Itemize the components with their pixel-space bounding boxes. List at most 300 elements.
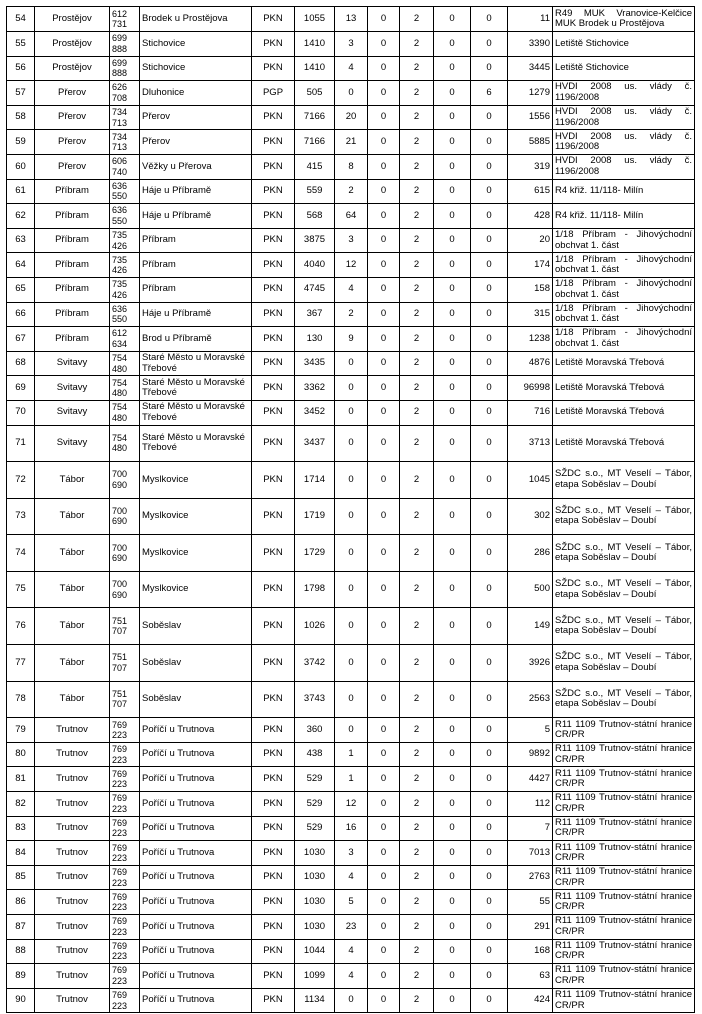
table-row [7, 742, 695, 767]
value-a-cell: 0 [335, 400, 368, 425]
value-c-cell: 2 [400, 742, 434, 767]
value-b-cell: 0 [368, 400, 400, 425]
table-row [7, 462, 695, 499]
cadastral-area-cell: Staré Město u Moravské Třebové [140, 351, 252, 376]
value-a-cell: 0 [335, 425, 368, 462]
value-a-cell: 2 [335, 302, 368, 327]
parcel-table [6, 6, 695, 1013]
value-c-cell: 2 [400, 376, 434, 401]
cadastral-area-cell: Brod u Příbramě [140, 327, 252, 352]
value-b-cell: 0 [368, 351, 400, 376]
value-a-cell: 0 [335, 718, 368, 743]
parcel-number-cell: 1798 [295, 571, 335, 608]
cadastral-code-cell: 636 550 [110, 179, 140, 204]
value-e-cell: 0 [471, 645, 508, 682]
value-d-cell: 0 [434, 154, 471, 179]
parcel-type-cell: PGP [252, 81, 295, 106]
value-c-cell: 2 [400, 498, 434, 535]
parcel-type-cell: PKN [252, 32, 295, 57]
value-a-cell: 21 [335, 130, 368, 155]
parcel-type-cell: PKN [252, 841, 295, 866]
parcel-type-cell: PKN [252, 154, 295, 179]
value-a-cell: 3 [335, 228, 368, 253]
cadastral-code-cell: 700 690 [110, 462, 140, 499]
row-number: 66 [7, 302, 35, 327]
parcel-type-cell: PKN [252, 130, 295, 155]
project-note-cell: 1/18 Příbram - Jihovýchodní obchvat 1. část [553, 228, 695, 253]
value-a-cell: 12 [335, 253, 368, 278]
parcel-type-cell: PKN [252, 681, 295, 718]
table-row [7, 32, 695, 57]
row-number: 86 [7, 890, 35, 915]
district-cell: Přerov [35, 105, 110, 130]
row-number: 77 [7, 645, 35, 682]
project-note-cell: R11 1109 Trutnov-státní hranice CR/PR [553, 841, 695, 866]
row-number: 56 [7, 56, 35, 81]
row-number: 83 [7, 816, 35, 841]
value-d-cell: 0 [434, 462, 471, 499]
value-c-cell: 2 [400, 816, 434, 841]
parcel-type-cell: PKN [252, 939, 295, 964]
row-number: 59 [7, 130, 35, 155]
value-d-cell: 0 [434, 988, 471, 1013]
district-cell: Příbram [35, 277, 110, 302]
area-cell: 1045 [508, 462, 553, 499]
parcel-number-cell: 1729 [295, 535, 335, 572]
parcel-number-cell: 505 [295, 81, 335, 106]
project-note-cell: Letiště Stichovice [553, 32, 695, 57]
area-cell: 615 [508, 179, 553, 204]
cadastral-area-cell: Poříčí u Trutnova [140, 742, 252, 767]
parcel-type-cell: PKN [252, 988, 295, 1013]
value-a-cell: 4 [335, 56, 368, 81]
parcel-type-cell: PKN [252, 277, 295, 302]
project-note-cell: R11 1109 Trutnov-státní hranice CR/PR [553, 865, 695, 890]
row-number: 84 [7, 841, 35, 866]
cadastral-code-cell: 699 888 [110, 56, 140, 81]
table-row [7, 376, 695, 401]
area-cell: 63 [508, 964, 553, 989]
value-b-cell: 0 [368, 56, 400, 81]
project-note-cell: R11 1109 Trutnov-státní hranice CR/PR [553, 915, 695, 940]
parcel-type-cell: PKN [252, 645, 295, 682]
area-cell: 7 [508, 816, 553, 841]
row-number: 61 [7, 179, 35, 204]
parcel-type-cell: PKN [252, 7, 295, 32]
district-cell: Trutnov [35, 792, 110, 817]
row-number: 67 [7, 327, 35, 352]
row-number: 81 [7, 767, 35, 792]
district-cell: Prostějov [35, 7, 110, 32]
row-number: 90 [7, 988, 35, 1013]
parcel-number-cell: 360 [295, 718, 335, 743]
area-cell: 319 [508, 154, 553, 179]
value-d-cell: 0 [434, 915, 471, 940]
value-c-cell: 2 [400, 425, 434, 462]
value-d-cell: 0 [434, 718, 471, 743]
cadastral-code-cell: 700 690 [110, 571, 140, 608]
cadastral-area-cell: Dluhonice [140, 81, 252, 106]
row-number: 88 [7, 939, 35, 964]
value-e-cell: 0 [471, 179, 508, 204]
area-cell: 174 [508, 253, 553, 278]
area-cell: 112 [508, 792, 553, 817]
row-number: 63 [7, 228, 35, 253]
value-b-cell: 0 [368, 462, 400, 499]
cadastral-area-cell: Háje u Příbramě [140, 302, 252, 327]
table-row [7, 890, 695, 915]
area-cell: 2763 [508, 865, 553, 890]
project-note-cell: Letiště Moravská Třebová [553, 376, 695, 401]
district-cell: Prostějov [35, 56, 110, 81]
parcel-type-cell: PKN [252, 302, 295, 327]
value-d-cell: 0 [434, 964, 471, 989]
district-cell: Příbram [35, 204, 110, 229]
project-note-cell: R11 1109 Trutnov-státní hranice CR/PR [553, 988, 695, 1013]
value-c-cell: 2 [400, 204, 434, 229]
parcel-type-cell: PKN [252, 327, 295, 352]
project-note-cell: R11 1109 Trutnov-státní hranice CR/PR [553, 718, 695, 743]
parcel-type-cell: PKN [252, 56, 295, 81]
table-row [7, 939, 695, 964]
table-row [7, 792, 695, 817]
parcel-number-cell: 1410 [295, 32, 335, 57]
table-row [7, 327, 695, 352]
value-e-cell: 0 [471, 890, 508, 915]
parcel-number-cell: 3452 [295, 400, 335, 425]
parcel-type-cell: PKN [252, 179, 295, 204]
value-b-cell: 0 [368, 841, 400, 866]
cadastral-code-cell: 769 223 [110, 718, 140, 743]
table-row [7, 498, 695, 535]
value-a-cell: 3 [335, 841, 368, 866]
district-cell: Tábor [35, 498, 110, 535]
value-d-cell: 0 [434, 535, 471, 572]
value-a-cell: 0 [335, 535, 368, 572]
value-e-cell: 0 [471, 608, 508, 645]
value-e-cell: 0 [471, 56, 508, 81]
value-b-cell: 0 [368, 302, 400, 327]
parcel-type-cell: PKN [252, 462, 295, 499]
value-e-cell: 0 [471, 571, 508, 608]
table-row [7, 608, 695, 645]
parcel-number-cell: 130 [295, 327, 335, 352]
cadastral-code-cell: 769 223 [110, 939, 140, 964]
value-a-cell: 13 [335, 7, 368, 32]
project-note-cell: 1/18 Příbram - Jihovýchodní obchvat 1. část [553, 327, 695, 352]
value-c-cell: 2 [400, 56, 434, 81]
area-cell: 291 [508, 915, 553, 940]
table-row [7, 425, 695, 462]
value-a-cell: 0 [335, 376, 368, 401]
cadastral-code-cell: 751 707 [110, 608, 140, 645]
value-d-cell: 0 [434, 105, 471, 130]
value-a-cell: 0 [335, 645, 368, 682]
area-cell: 500 [508, 571, 553, 608]
table-row [7, 179, 695, 204]
district-cell: Příbram [35, 327, 110, 352]
row-number: 75 [7, 571, 35, 608]
area-cell: 3445 [508, 56, 553, 81]
value-c-cell: 2 [400, 718, 434, 743]
value-e-cell: 0 [471, 865, 508, 890]
value-a-cell: 5 [335, 890, 368, 915]
value-e-cell: 0 [471, 841, 508, 866]
value-a-cell: 20 [335, 105, 368, 130]
project-note-cell: R11 1109 Trutnov-státní hranice CR/PR [553, 939, 695, 964]
row-number: 80 [7, 742, 35, 767]
parcel-type-cell: PKN [252, 718, 295, 743]
cadastral-area-cell: Háje u Příbramě [140, 204, 252, 229]
project-note-cell: R11 1109 Trutnov-státní hranice CR/PR [553, 742, 695, 767]
parcel-number-cell: 3875 [295, 228, 335, 253]
area-cell: 3926 [508, 645, 553, 682]
value-a-cell: 2 [335, 179, 368, 204]
district-cell: Trutnov [35, 988, 110, 1013]
cadastral-area-cell: Příbram [140, 253, 252, 278]
district-cell: Trutnov [35, 718, 110, 743]
cadastral-code-cell: 769 223 [110, 890, 140, 915]
row-number: 72 [7, 462, 35, 499]
parcel-number-cell: 7166 [295, 105, 335, 130]
row-number: 73 [7, 498, 35, 535]
cadastral-area-cell: Přerov [140, 105, 252, 130]
value-c-cell: 2 [400, 915, 434, 940]
value-a-cell: 0 [335, 498, 368, 535]
cadastral-code-cell: 754 480 [110, 351, 140, 376]
cadastral-area-cell: Příbram [140, 228, 252, 253]
value-d-cell: 0 [434, 498, 471, 535]
row-number: 57 [7, 81, 35, 106]
row-number: 68 [7, 351, 35, 376]
value-b-cell: 0 [368, 425, 400, 462]
value-c-cell: 2 [400, 841, 434, 866]
area-cell: 1238 [508, 327, 553, 352]
area-cell: 168 [508, 939, 553, 964]
cadastral-code-cell: 769 223 [110, 865, 140, 890]
parcel-number-cell: 3362 [295, 376, 335, 401]
project-note-cell: SŽDC s.o., MT Veselí – Tábor, etapa Soběslav – Doubí [553, 535, 695, 572]
parcel-number-cell: 3437 [295, 425, 335, 462]
area-cell: 302 [508, 498, 553, 535]
area-cell: 5885 [508, 130, 553, 155]
table-row [7, 865, 695, 890]
value-b-cell: 0 [368, 7, 400, 32]
value-b-cell: 0 [368, 816, 400, 841]
value-d-cell: 0 [434, 327, 471, 352]
value-e-cell: 0 [471, 105, 508, 130]
value-e-cell: 0 [471, 988, 508, 1013]
value-e-cell: 0 [471, 915, 508, 940]
row-number: 79 [7, 718, 35, 743]
district-cell: Prostějov [35, 32, 110, 57]
area-cell: 149 [508, 608, 553, 645]
value-b-cell: 0 [368, 498, 400, 535]
parcel-number-cell: 1714 [295, 462, 335, 499]
parcel-number-cell: 1030 [295, 841, 335, 866]
value-e-cell: 0 [471, 400, 508, 425]
parcel-number-cell: 438 [295, 742, 335, 767]
value-a-cell: 0 [335, 462, 368, 499]
value-b-cell: 0 [368, 327, 400, 352]
project-note-cell: R11 1109 Trutnov-státní hranice CR/PR [553, 767, 695, 792]
cadastral-area-cell: Poříčí u Trutnova [140, 988, 252, 1013]
value-e-cell: 0 [471, 535, 508, 572]
value-b-cell: 0 [368, 915, 400, 940]
value-c-cell: 2 [400, 105, 434, 130]
project-note-cell: R49 MUK Vranovice-Kelčice MUK Brodek u Prostějova [553, 7, 695, 32]
parcel-number-cell: 3435 [295, 351, 335, 376]
value-e-cell: 0 [471, 32, 508, 57]
parcel-number-cell: 529 [295, 816, 335, 841]
cadastral-area-cell: Soběslav [140, 645, 252, 682]
cadastral-code-cell: 769 223 [110, 816, 140, 841]
cadastral-area-cell: Stichovice [140, 32, 252, 57]
value-c-cell: 2 [400, 462, 434, 499]
table-row [7, 571, 695, 608]
value-d-cell: 0 [434, 816, 471, 841]
parcel-type-cell: PKN [252, 400, 295, 425]
project-note-cell: Letiště Moravská Třebová [553, 400, 695, 425]
value-b-cell: 0 [368, 742, 400, 767]
cadastral-code-cell: 754 480 [110, 425, 140, 462]
district-cell: Přerov [35, 154, 110, 179]
table-row [7, 228, 695, 253]
project-note-cell: 1/18 Příbram - Jihovýchodní obchvat 1. část [553, 277, 695, 302]
value-a-cell: 9 [335, 327, 368, 352]
cadastral-code-cell: 612 731 [110, 7, 140, 32]
parcel-number-cell: 1055 [295, 7, 335, 32]
table-row [7, 915, 695, 940]
table-row [7, 645, 695, 682]
district-cell: Trutnov [35, 742, 110, 767]
district-cell: Tábor [35, 608, 110, 645]
row-number: 74 [7, 535, 35, 572]
parcel-number-cell: 529 [295, 792, 335, 817]
value-a-cell: 23 [335, 915, 368, 940]
value-b-cell: 0 [368, 277, 400, 302]
value-e-cell: 0 [471, 816, 508, 841]
cadastral-area-cell: Soběslav [140, 681, 252, 718]
parcel-number-cell: 1030 [295, 865, 335, 890]
parcel-number-cell: 568 [295, 204, 335, 229]
cadastral-area-cell: Věžky u Přerova [140, 154, 252, 179]
area-cell: 424 [508, 988, 553, 1013]
value-e-cell: 0 [471, 351, 508, 376]
parcel-type-cell: PKN [252, 535, 295, 572]
row-number: 58 [7, 105, 35, 130]
district-cell: Trutnov [35, 915, 110, 940]
cadastral-code-cell: 769 223 [110, 742, 140, 767]
district-cell: Přerov [35, 130, 110, 155]
project-note-cell: HVDI 2008 us. vlády č. 1196/2008 [553, 105, 695, 130]
table-row [7, 767, 695, 792]
parcel-number-cell: 1044 [295, 939, 335, 964]
district-cell: Trutnov [35, 767, 110, 792]
value-d-cell: 0 [434, 228, 471, 253]
value-e-cell: 0 [471, 253, 508, 278]
district-cell: Příbram [35, 302, 110, 327]
table-row [7, 277, 695, 302]
parcel-type-cell: PKN [252, 865, 295, 890]
parcel-type-cell: PKN [252, 425, 295, 462]
area-cell: 55 [508, 890, 553, 915]
value-b-cell: 0 [368, 535, 400, 572]
value-e-cell: 0 [471, 462, 508, 499]
district-cell: Svitavy [35, 400, 110, 425]
cadastral-code-cell: 754 480 [110, 376, 140, 401]
table-row [7, 302, 695, 327]
value-c-cell: 2 [400, 81, 434, 106]
value-e-cell: 0 [471, 681, 508, 718]
parcel-number-cell: 415 [295, 154, 335, 179]
value-c-cell: 2 [400, 645, 434, 682]
project-note-cell: R11 1109 Trutnov-státní hranice CR/PR [553, 816, 695, 841]
district-cell: Svitavy [35, 376, 110, 401]
table-row [7, 351, 695, 376]
area-cell: 4427 [508, 767, 553, 792]
value-b-cell: 0 [368, 718, 400, 743]
district-cell: Trutnov [35, 939, 110, 964]
row-number: 60 [7, 154, 35, 179]
district-cell: Tábor [35, 462, 110, 499]
cadastral-code-cell: 735 426 [110, 277, 140, 302]
value-a-cell: 4 [335, 939, 368, 964]
district-cell: Trutnov [35, 841, 110, 866]
cadastral-code-cell: 769 223 [110, 767, 140, 792]
table-row [7, 816, 695, 841]
value-d-cell: 0 [434, 645, 471, 682]
value-a-cell: 3 [335, 32, 368, 57]
value-a-cell: 4 [335, 865, 368, 890]
project-note-cell: SŽDC s.o., MT Veselí – Tábor, etapa Soběslav – Doubí [553, 462, 695, 499]
value-d-cell: 0 [434, 792, 471, 817]
document-page [6, 6, 695, 1013]
value-e-cell: 0 [471, 792, 508, 817]
area-cell: 1279 [508, 81, 553, 106]
value-e-cell: 0 [471, 204, 508, 229]
area-cell: 428 [508, 204, 553, 229]
parcel-number-cell: 367 [295, 302, 335, 327]
table-row [7, 253, 695, 278]
value-d-cell: 0 [434, 767, 471, 792]
project-note-cell: R11 1109 Trutnov-státní hranice CR/PR [553, 964, 695, 989]
value-e-cell: 0 [471, 228, 508, 253]
value-d-cell: 0 [434, 130, 471, 155]
cadastral-area-cell: Poříčí u Trutnova [140, 964, 252, 989]
parcel-number-cell: 1134 [295, 988, 335, 1013]
value-e-cell: 0 [471, 277, 508, 302]
value-c-cell: 2 [400, 865, 434, 890]
value-c-cell: 2 [400, 681, 434, 718]
value-b-cell: 0 [368, 179, 400, 204]
table-row [7, 988, 695, 1013]
value-e-cell: 0 [471, 939, 508, 964]
value-e-cell: 0 [471, 376, 508, 401]
value-a-cell: 0 [335, 571, 368, 608]
parcel-type-cell: PKN [252, 351, 295, 376]
value-d-cell: 0 [434, 865, 471, 890]
table-row [7, 7, 695, 32]
value-d-cell: 0 [434, 302, 471, 327]
row-number: 55 [7, 32, 35, 57]
value-d-cell: 0 [434, 179, 471, 204]
project-note-cell: R11 1109 Trutnov-státní hranice CR/PR [553, 792, 695, 817]
district-cell: Tábor [35, 571, 110, 608]
district-cell: Trutnov [35, 865, 110, 890]
table-row [7, 681, 695, 718]
parcel-number-cell: 1099 [295, 964, 335, 989]
